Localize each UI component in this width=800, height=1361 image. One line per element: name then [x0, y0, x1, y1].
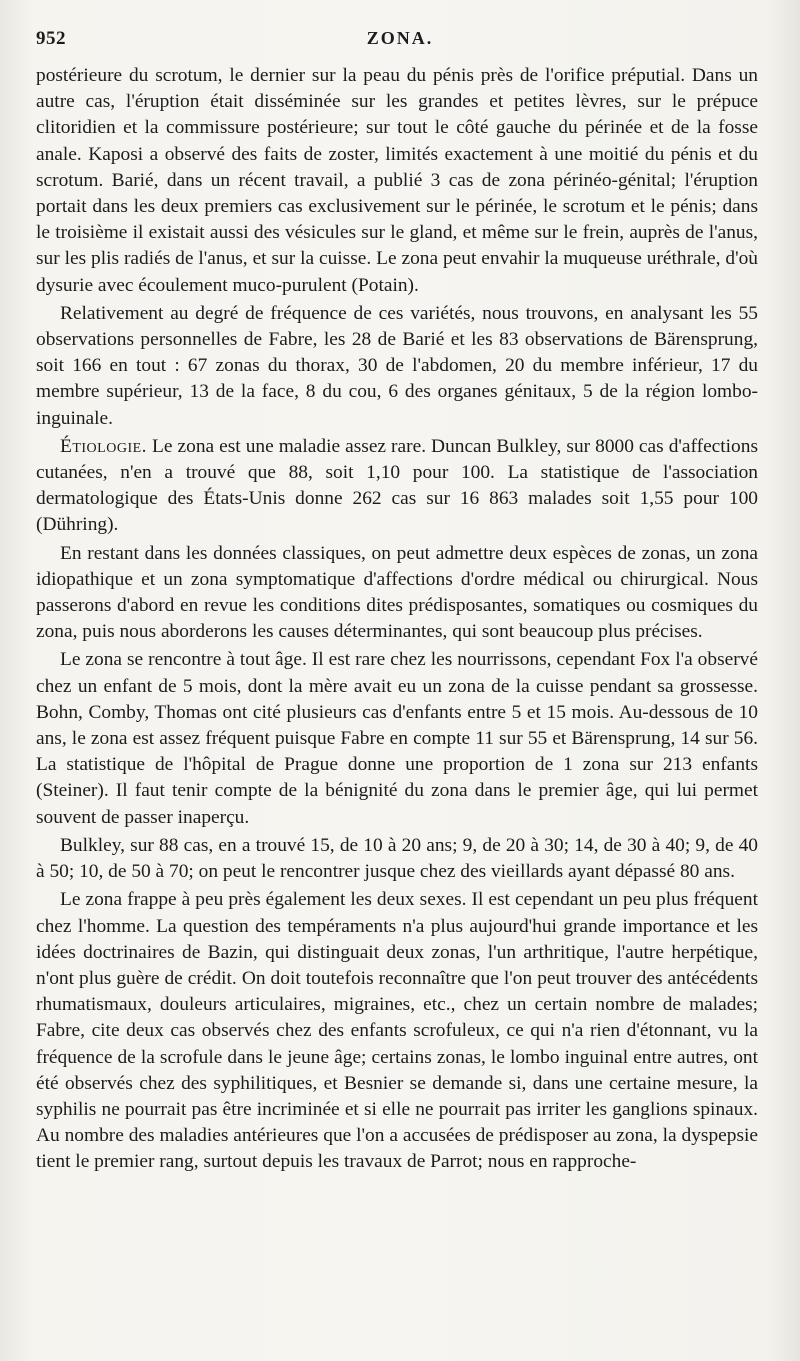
paragraph-text: En restant dans les données classiques, on peut admettre deux espèces de zonas, un zona idiopathique et un zona symptomatique d'affections d'ordre médical ou chirurgical. Nous passerons d'abord en revue les conditions dites prédisposantes, somatiques ou cosmiques du zona, puis nous aborderons les causes déterminantes, qui sont beaucoup plus précises.: [36, 542, 758, 643]
page-header: [36, 28, 764, 56]
section-heading: Étiologie.: [60, 435, 148, 457]
running-title: ZONA.: [366, 28, 434, 48]
paragraph-continuation: [36, 63, 758, 299]
body-text: [36, 63, 758, 1178]
page-number: 952: [36, 28, 66, 49]
paragraph-text: Le zona est une maladie assez rare. Duncan Bulkley, sur 8000 cas d'affections cutanées, n'en a trouvé que 88, soit 1,10 pour 100. La statistique de l'association dermatologique des États-Unis donne 262 cas sur 16 863 malades soit 1,55 pour 100 (Dühring).: [36, 435, 758, 536]
paragraph-text: Bulkley, sur 88 cas, en a trouvé 15, de 10 à 20 ans; 9, de 20 à 30; 14, de 30 à 40; 9, de 40 à 50; 10, de 50 à 70; on peut le rencontrer jusque chez des vieillards ayant dépassé 80 ans.: [36, 834, 758, 883]
paragraph-bulkley: [36, 833, 758, 885]
paragraph-classification: [36, 541, 758, 646]
paragraph-text: postérieure du scrotum, le dernier sur la peau du pénis près de l'orifice préputial. Dans un autre cas, l'éruption était disséminée sur les grandes et petites lèvres, sur le prépuce clitoridien et la commissure postérieure; sur tout le côté gauche du périnée et de la fosse anale. Kaposi a observé des faits de zoster, limités exactement à une moitié du pénis et du scrotum. Barié, dans un récent travail, a publié 3 cas de zona périnéo-génital; l'éruption portait dans les deux premiers cas exclusivement sur le périnée, le scrotum et le pénis; dans le troisième il existait aussi des vésicules sur le gland, et même sur le frein, auprès de l'anus, sur les plis radiés de l'anus, et sur la cuisse. Le zona peut envahir la muqueuse uréthrale, d'où dysurie avec écoulement muco-purulent (Potain).: [36, 65, 758, 296]
paragraph-frequency: [36, 301, 758, 432]
paragraph-text: Le zona frappe à peu près également les deux sexes. Il est cependant un peu plus fréquent chez l'homme. La question des tempéraments n'a plus aujourd'hui grande importance et les idées doctrinaires de Bazin, qui distinguait deux zonas, l'un arthritique, l'autre herpétique, n'ont plus guère de crédit. On doit toutefois reconnaître que l'on peut trouver des antécédents rhumatismaux, douleurs articulaires, migraines, etc., chez un certain nombre de malades; Fabre, cite deux cas observés chez des enfants scrofuleux, ce qui n'a rien d'étonnant, vu la fréquence de la scrofule dans le jeune âge; certains zonas, le lombo inguinal entre autres, ont été observés chez des syphilitiques, et Besnier se demande si, dans une certaine mesure, la syphilis ne pourrait pas être incriminée et si elle ne pourrait pas irriter les ganglions spinaux. Au nombre des maladies antérieures que l'on a accusées de prédisposer au zona, la dyspepsie tient le premier rang, surtout depuis les travaux de Parrot; nous en rapproche-: [36, 889, 758, 1173]
paragraph-etiology: [36, 434, 758, 539]
paragraph-sex: [36, 887, 758, 1175]
paragraph-text: Le zona se rencontre à tout âge. Il est rare chez les nourrissons, cependant Fox l'a observé chez un enfant de 5 mois, dont la mère avait eu un zona de la cuisse pendant sa grossesse. Bohn, Comby, Thomas ont cité plusieurs cas d'enfants entre 5 et 15 mois. Au-dessous de 10 ans, le zona est assez fréquent puisque Fabre en compte 11 sur 55 et Bärensprung, 14 sur 56. La statistique de l'hôpital de Prague donne une proportion de 1 zona sur 213 enfants (Steiner). Il faut tenir compte de la bénignité du zona dans le premier âge, qui lui permet souvent de passer inaperçu.: [36, 649, 758, 828]
paragraph-age: [36, 647, 758, 830]
paragraph-text: Relativement au degré de fréquence de ces variétés, nous trouvons, en analysant les 55 observations personnelles de Fabre, les 28 de Barié et les 83 observations de Bärensprung, soit 166 en tout : 67 zonas du thorax, 30 de l'abdomen, 20 du membre inférieur, 17 du membre supérieur, 13 de la face, 8 du cou, 6 des organes génitaux, 5 de la région lombo-inguinale.: [36, 302, 758, 429]
